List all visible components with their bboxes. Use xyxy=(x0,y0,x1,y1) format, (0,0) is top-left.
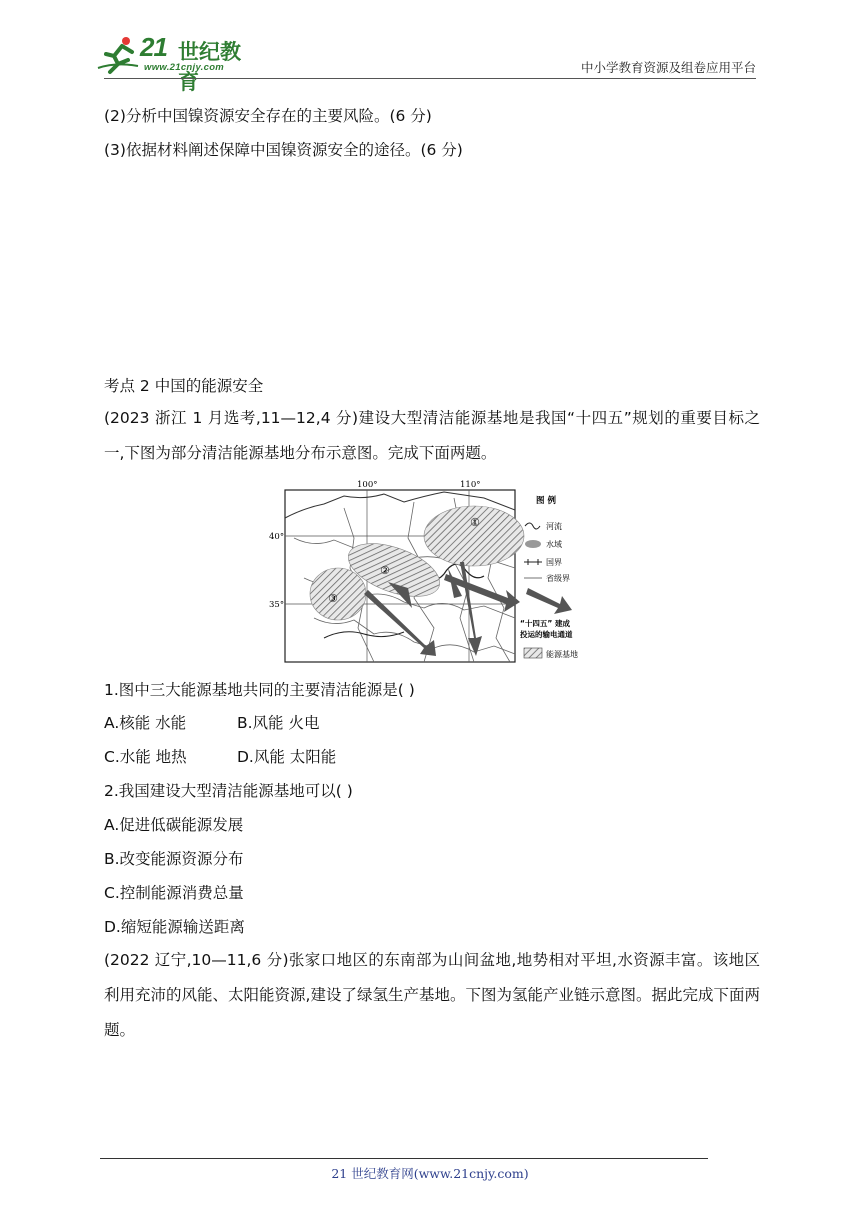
header-platform-text: 中小学教育资源及组卷应用平台 xyxy=(580,60,756,75)
question-2-text: (2)分析中国镍资源安全存在的主要风险。(6 分) xyxy=(104,107,432,125)
q2-option-a[interactable]: A.促进低碳能源发展 xyxy=(104,816,244,834)
page-header xyxy=(0,0,860,94)
legend-water-label: 水域 xyxy=(546,540,562,549)
legend-river-label: 河流 xyxy=(546,522,562,531)
base-3-label: ③ xyxy=(328,592,338,605)
footer-link[interactable]: 21 世纪教育网(www.21cnjy.com) xyxy=(331,1166,529,1181)
energy-base-1 xyxy=(424,506,524,566)
q2-option-d[interactable]: D.缩短能源输送距离 xyxy=(104,918,245,936)
map-graphic xyxy=(269,478,624,664)
legend-province-label: 省级界 xyxy=(546,574,570,583)
base-2-label: ② xyxy=(380,564,390,577)
legend-water-symbol xyxy=(525,540,541,548)
q1-options-row-2 xyxy=(104,747,336,767)
q2-stem: 2.我国建设大型清洁能源基地可以( ) xyxy=(104,782,353,800)
site-logo[interactable] xyxy=(96,32,256,94)
section-title: 考点 2 中国的能源安全 xyxy=(104,377,264,395)
energy-base-3 xyxy=(310,568,366,620)
q2-option-c[interactable]: C.控制能源消费总量 xyxy=(104,884,244,902)
section-intro: (2023 浙江 1 月选考,11—12,4 分)建设大型清洁能源基地是我国“十四五”规划的重要目标之一,下图为部分清洁能源基地分布示意图。完成下面两题。 xyxy=(104,409,760,462)
q1-option-c[interactable]: C.水能 地热 xyxy=(104,748,187,766)
header-divider xyxy=(104,78,756,79)
lon-110-label: 110° xyxy=(460,480,481,490)
logo-url: www.21cnjy.com xyxy=(144,62,225,73)
legend-border-symbol xyxy=(524,559,542,565)
legend-channel-symbol xyxy=(526,588,572,614)
question-3-text: (3)依据材料阐述保障中国镍资源安全的途径。(6 分) xyxy=(104,141,463,159)
logo-name: 世纪教育 xyxy=(178,40,241,94)
q1-option-b[interactable]: B.风能 火电 xyxy=(237,714,320,732)
legend-border-label: 国界 xyxy=(546,558,562,567)
passage-2: (2022 辽宁,10—11,6 分)张家口地区的东南部为山间盆地,地势相对平坦,水资源丰富。该地区利用充沛的风能、太阳能资源,建设了绿氢生产基地。下图为氢能产业链示意图。据此完成下面两题。 xyxy=(104,951,760,1039)
q1-options-row-1 xyxy=(104,713,320,733)
legend-base-label: 能源基地 xyxy=(546,650,578,659)
lat-35-label: 35° xyxy=(269,600,285,610)
legend-channel-label-1: “十四五” 建成 xyxy=(520,619,570,628)
legend-channel-label-2: 投运的输电通道 xyxy=(520,630,573,639)
footer-divider xyxy=(100,1158,708,1159)
base-1-label: ① xyxy=(470,516,480,529)
runner-icon xyxy=(96,34,142,74)
legend-river-symbol xyxy=(525,523,540,529)
q1-option-d[interactable]: D.风能 太阳能 xyxy=(237,748,337,766)
q1-option-a[interactable]: A.核能 水能 xyxy=(104,714,187,732)
logo-number: 21 xyxy=(140,32,167,62)
energy-base-map xyxy=(269,478,624,664)
lon-100-label: 100° xyxy=(357,480,378,490)
legend-base-symbol xyxy=(524,648,542,658)
q2-option-b[interactable]: B.改变能源资源分布 xyxy=(104,850,244,868)
q1-stem: 1.图中三大能源基地共同的主要清洁能源是( ) xyxy=(104,681,415,699)
legend-title: 图 例 xyxy=(536,496,556,506)
lat-40-label: 40° xyxy=(269,532,285,542)
